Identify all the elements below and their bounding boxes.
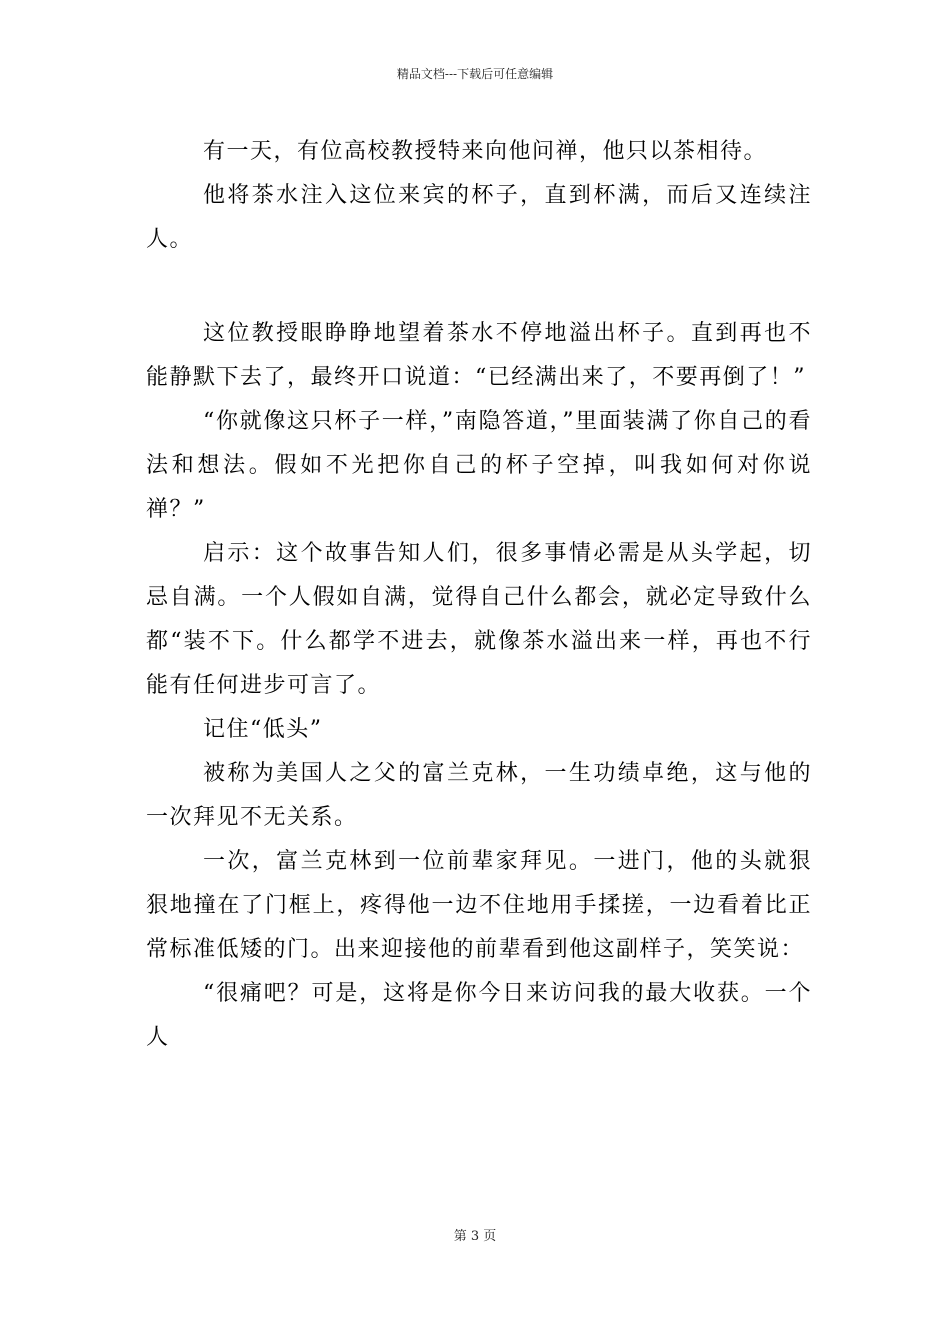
paragraph-gap — [146, 262, 812, 312]
paragraph-6: 被称为美国人之父的富兰克林，一生功绩卓绝，这与他的一次拜见不无关系。 — [146, 761, 812, 830]
paragraph-8: “很痛吧？可是，这将是你今日来访问我的最大收获。一个人 — [146, 981, 812, 1050]
paragraph-1: 有一天，有位高校教授特来向他问禅，他只以茶相待。 — [203, 139, 768, 164]
paragraph-4: “你就像这只杯子一样，”南隐答道，”里面装满了你自己的看法和想法。假如不光把你自己的杯子空掉，叫我如何对你说禅？” — [146, 409, 812, 522]
paragraph-3: 这位教授眼睁睁地望着茶水不停地溢出杯子。直到再也不能静默下去了，最终开口说道：“已经满出来了，不要再倒了！” — [146, 321, 812, 390]
paragraph-2: 他将茶水注入这位来宾的杯子，直到杯满，而后又连续注人。 — [146, 183, 812, 252]
document-body — [146, 130, 812, 1060]
page-header: 精品文档---下载后可任意编辑 — [396, 67, 554, 81]
paragraph-5: 启示：这个故事告知人们，很多事情必需是从头学起，切忌自满。一个人假如自满，觉得自己什么都会，就必定导致什么都“装不下。什么都学不进去，就像茶水溢出来一样，再也不行能有任何进步可言了。 — [146, 541, 812, 698]
section-heading: 记住“低头” — [203, 717, 323, 742]
page-footer: 第 3 页 — [453, 1229, 497, 1244]
paragraph-7: 一次，富兰克林到一位前辈家拜见。一进门，他的头就狠狠地撞在了门框上，疼得他一边不住地用手揉搓，一边看着比正常标准低矮的门。出来迎接他的前辈看到他这副样子，笑笑说： — [146, 849, 812, 962]
